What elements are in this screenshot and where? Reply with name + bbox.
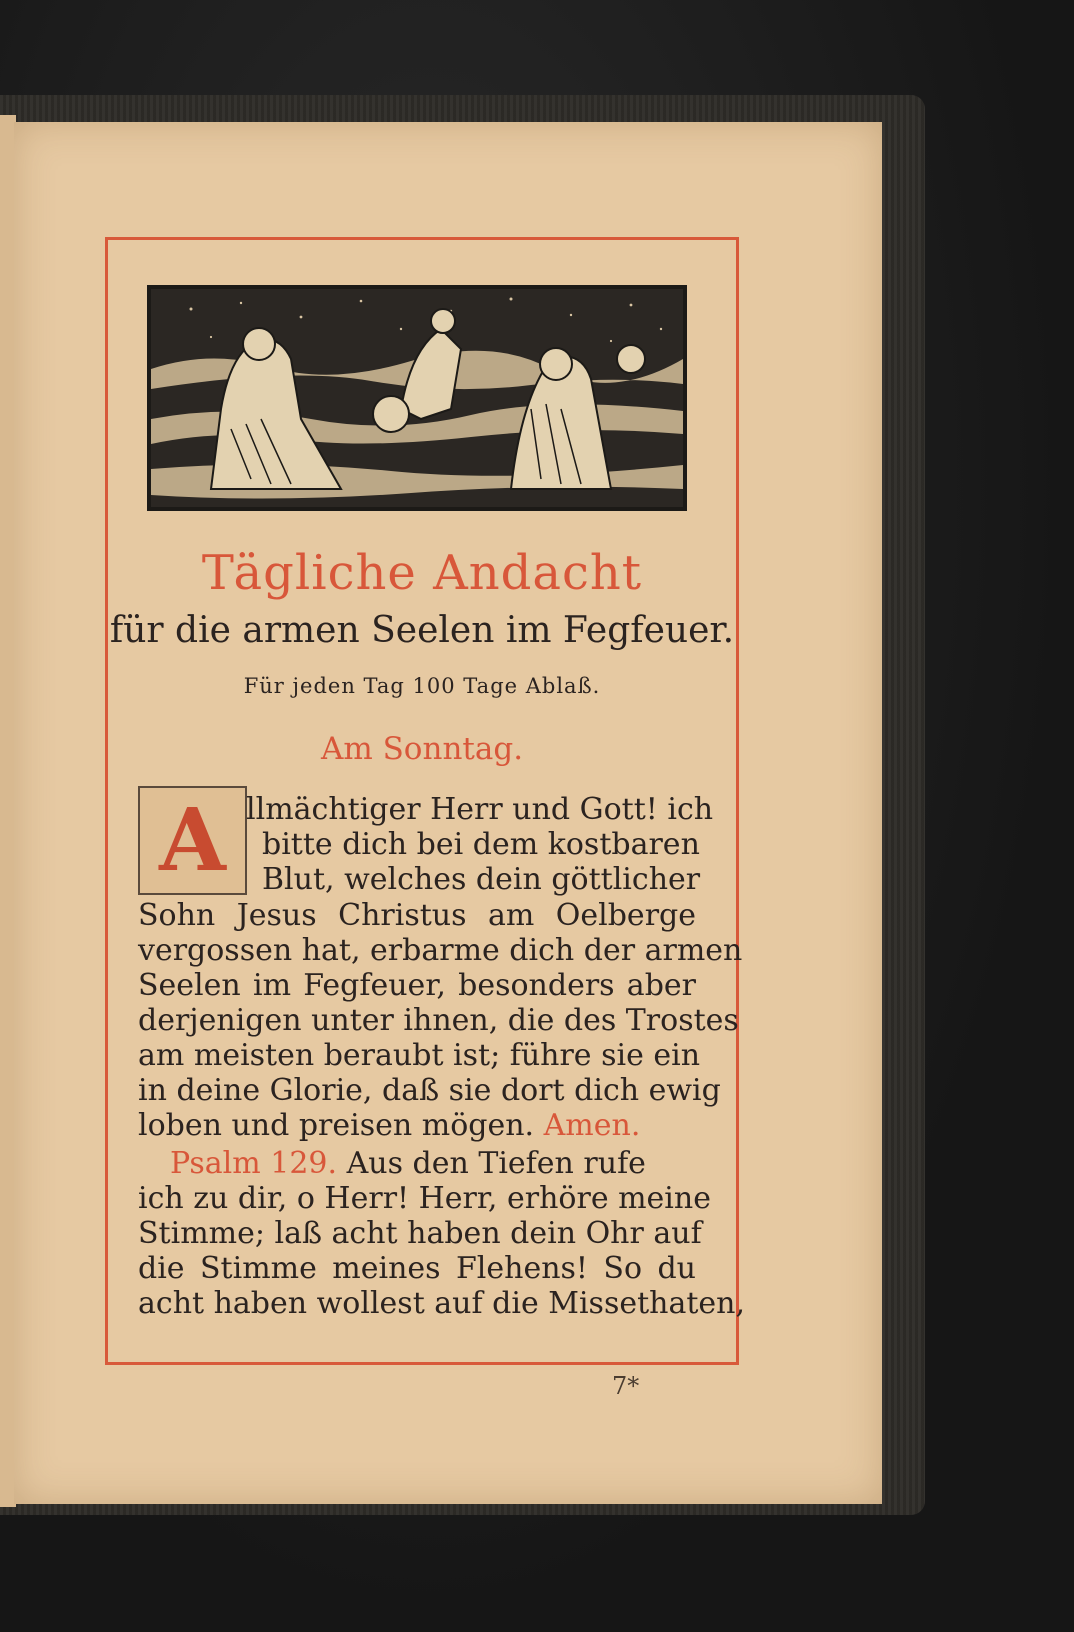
decorated-initial — [138, 786, 247, 895]
psalm-label: Psalm 129. — [170, 1146, 338, 1181]
psalm-line: Stimme; laß acht haben dein Ohr auf — [138, 1216, 702, 1251]
amen-word: Amen. — [543, 1108, 641, 1143]
indulgence-note: Für jeden Tag 100 Tage Ablaß. — [243, 674, 601, 698]
section-heading: Am Sonntag. — [320, 731, 524, 767]
prayer-line: am meisten beraubt ist; führe sie ein — [138, 1038, 701, 1073]
psalm-first-line-text: Aus den Tiefen rufe — [346, 1146, 646, 1181]
page-number: 7* — [612, 1372, 640, 1400]
prayer-line: Seelen im Fegfeuer, besonders aber — [138, 968, 696, 1003]
prayer-line: Sohn Jesus Christus am Oelberge — [138, 898, 696, 933]
prayer-line: derjenigen unter ihnen, die des Trostes — [138, 1003, 739, 1038]
woodcut-illustration — [147, 285, 687, 511]
prayer-line: Blut, welches dein göttlicher — [262, 862, 701, 897]
prayer-line: llmächtiger Herr und Gott! ich — [246, 792, 714, 827]
prayer-line: vergossen hat, erbarme dich der armen — [138, 933, 743, 968]
psalm-line: acht haben wollest auf die Missethaten, — [138, 1286, 746, 1321]
psalm-first-line — [170, 1146, 696, 1181]
page-title: Tägliche Andacht — [201, 545, 643, 601]
prayer-line: in deine Glorie, daß sie dort dich ewig — [138, 1073, 721, 1108]
page-subtitle: für die armen Seelen im Fegfeuer. — [109, 610, 735, 651]
prayer-last-line-text: loben und preisen mögen. — [138, 1108, 535, 1143]
psalm-line: ich zu dir, o Herr! Herr, erhöre meine — [138, 1181, 711, 1216]
initial-letter: A — [159, 789, 226, 891]
prayer-last-line — [138, 1108, 640, 1143]
prayer-line: bitte dich bei dem kostbaren — [262, 827, 700, 862]
psalm-line: die Stimme meines Flehens! So du — [138, 1251, 696, 1286]
woodcut-souls-in-purgatory-image — [151, 289, 683, 507]
